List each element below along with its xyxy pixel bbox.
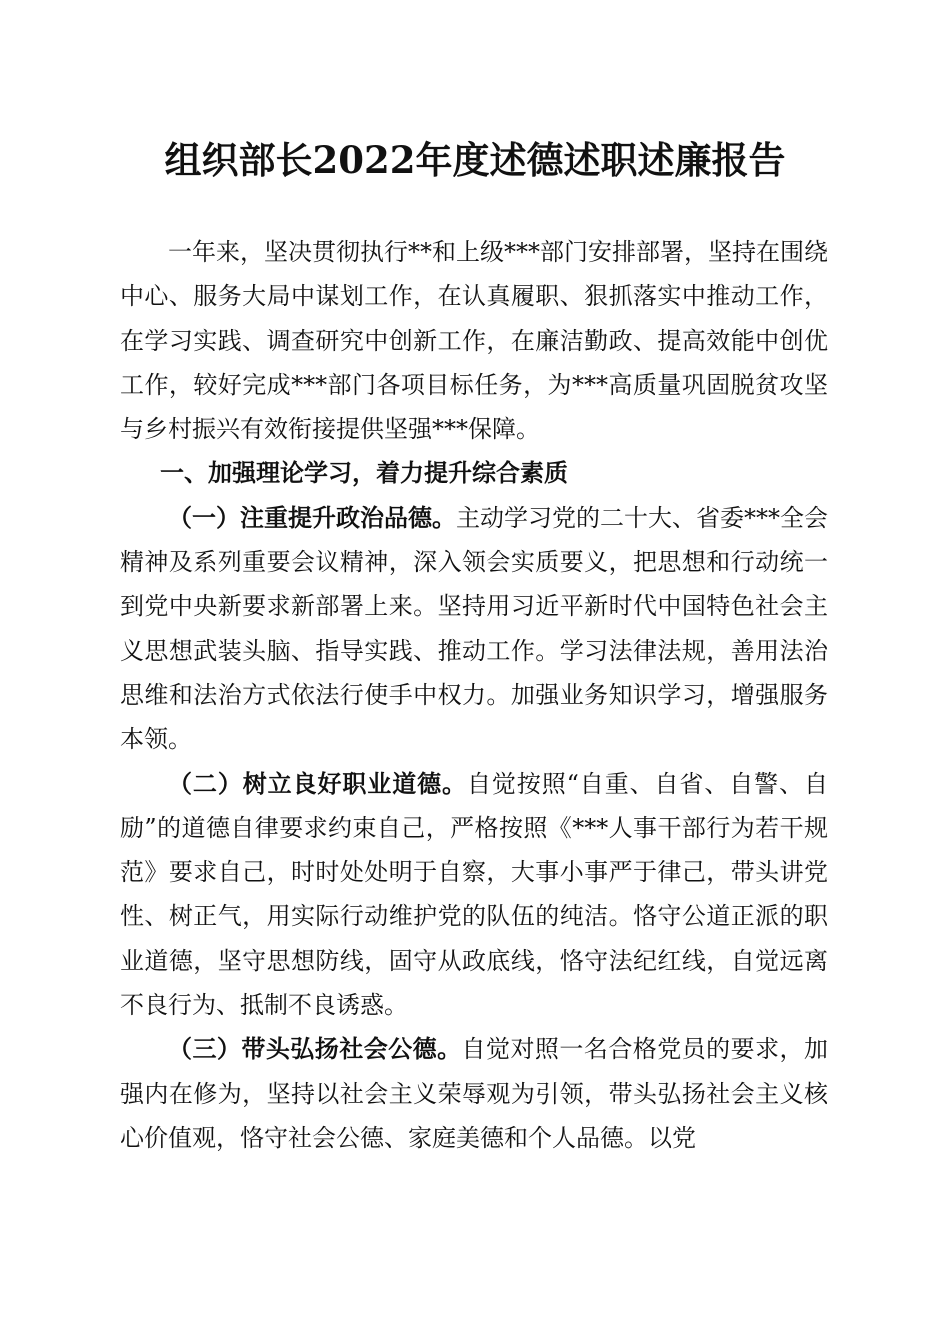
item-text-1: 主动学习党的二十大、省委***全会精神及系列重要会议精神，深入领会实质要义，把思想和行动统一到党中央新要求新部署上来。坚持用习近平新时代中国特色社会主义思想武装头脑、指导实践、推动工作。学习法律法规，善用法治思维和法治方式依法行使手中权力。加强业务知识学习，增强服务本领。 xyxy=(120,503,828,754)
document-title: 组织部长2022年度述德述职述廉报告 xyxy=(164,138,786,182)
item-lead-3: （三）带头弘扬社会公德。 xyxy=(168,1035,462,1064)
item-paragraph-2 xyxy=(120,762,828,1028)
item-paragraph-3 xyxy=(120,1027,828,1160)
document-body xyxy=(120,230,828,1160)
item-paragraph-1 xyxy=(120,496,828,762)
item-lead-2: （二）树立良好职业道德。 xyxy=(168,769,467,798)
section-heading-1: 一、加强理论学习，着力提升综合素质 xyxy=(160,459,568,488)
item-text-3: 自觉对照一名合格党员的要求，加强内在修为，坚持以社会主义荣辱观为引领，带头弘扬社会主义核心价值观，恪守社会公德、家庭美德和个人品德。以党 xyxy=(120,1035,829,1152)
item-lead-1: （一）注重提升政治品德。 xyxy=(168,503,456,532)
intro-paragraph: 一年来，坚决贯彻执行**和上级***部门安排部署，坚持在围绕中心、服务大局中谋划工作，在认真履职、狠抓落实中推动工作，在学习实践、调查研究中创新工作，在廉洁勤政、提高效能中创优工作，较好完成***部门各项目标任务，为***高质量巩固脱贫攻坚与乡村振兴有效衔接提供坚强***保障。 xyxy=(120,238,828,444)
item-text-2: 自觉按照“自重、自省、自警、自励”的道德自律要求约束自己，严格按照《***人事干部行为若干规范》要求自己，时时处处明于自察，大事小事严于律己，带头讲党性、树正气，用实际行动维护党的队伍的纯洁。恪守公道正派的职业道德，坚守思想防线，固守从政底线，恪守法纪红线，自觉远离不良行为、抵制不良诱惑。 xyxy=(120,769,828,1020)
